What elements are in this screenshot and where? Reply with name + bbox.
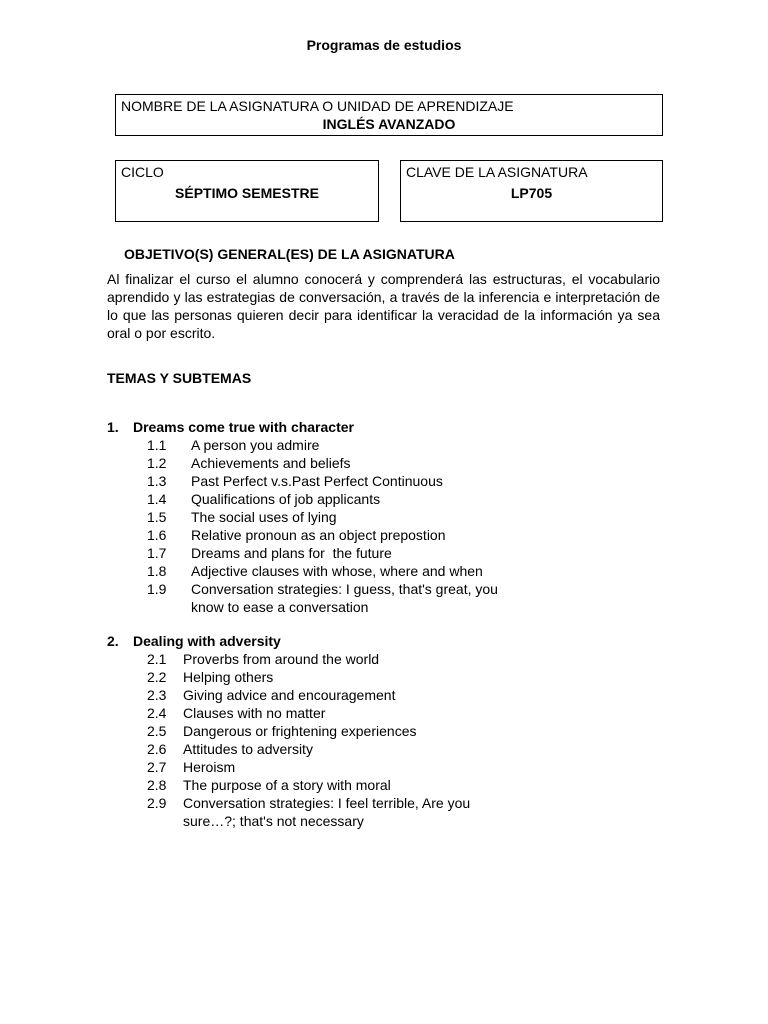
subtopic-item — [147, 704, 497, 722]
subtopic-number: 1.6 — [147, 527, 167, 543]
subtopic-item — [147, 776, 497, 794]
subtopic-number: 2.1 — [147, 651, 167, 667]
section-number: 2. — [107, 633, 119, 649]
subtopic-text: Conversation strategies: I guess, that's great, you know to ease a conversation — [191, 581, 498, 615]
subject-name-label: NOMBRE DE LA ASIGNATURA O UNIDAD DE APRENDIZAJE — [121, 98, 514, 114]
topics-heading: TEMAS Y SUBTEMAS — [107, 370, 252, 386]
subtopic-number: 2.2 — [147, 669, 167, 685]
cycle-value: SÉPTIMO SEMESTRE — [175, 185, 319, 201]
objective-heading: OBJETIVO(S) GENERAL(ES) DE LA ASIGNATURA — [124, 246, 455, 262]
cycle-box — [115, 160, 379, 222]
subtopic-text: Helping others — [183, 669, 274, 685]
subject-name-box — [115, 94, 663, 136]
subtopic-text: Attitudes to adversity — [183, 741, 313, 757]
subtopic-text: The purpose of a story with moral — [183, 777, 391, 793]
subtopic-item — [147, 722, 497, 740]
subtopic-item — [147, 508, 537, 526]
subtopic-number: 1.9 — [147, 581, 167, 597]
subtopic-item — [147, 758, 497, 776]
subtopic-text: Dreams and plans for the future — [191, 545, 392, 561]
subtopic-item — [147, 472, 537, 490]
subtopic-text: Relative pronoun as an object prepostion — [191, 527, 446, 543]
section-number: 1. — [107, 419, 119, 435]
subtopic-number: 1.4 — [147, 491, 167, 507]
subtopic-item — [147, 794, 497, 830]
subtopic-number: 2.5 — [147, 723, 167, 739]
subtopic-text: The social uses of lying — [191, 509, 337, 525]
subtopic-item — [147, 686, 497, 704]
subtopic-text: Qualifications of job applicants — [191, 491, 381, 507]
subtopic-text: A person you admire — [191, 437, 320, 453]
subtopic-item — [147, 562, 537, 580]
subtopic-item — [147, 740, 497, 758]
subtopic-list — [147, 650, 497, 830]
subtopic-item — [147, 454, 537, 472]
subtopic-text: Adjective clauses with whose, where and when — [191, 563, 483, 579]
section-title-text: Dealing with adversity — [133, 633, 281, 649]
subtopic-number: 1.3 — [147, 473, 167, 489]
subject-name-value: INGLÉS AVANZADO — [322, 116, 456, 132]
subtopic-text: Clauses with no matter — [183, 705, 326, 721]
subtopic-list — [147, 436, 537, 616]
subtopic-text: Achievements and beliefs — [191, 455, 351, 471]
subject-key-label: CLAVE DE LA ASIGNATURA — [406, 164, 588, 180]
subtopic-item — [147, 580, 537, 616]
section-title-text: Dreams come true with character — [133, 419, 354, 435]
subtopic-item — [147, 668, 497, 686]
subtopic-number: 1.1 — [147, 437, 167, 453]
cycle-label: CICLO — [121, 164, 164, 180]
subtopic-number: 2.9 — [147, 795, 167, 811]
subtopic-text: Giving advice and encouragement — [183, 687, 396, 703]
subject-key-value: LP705 — [510, 185, 553, 201]
subtopic-number: 2.3 — [147, 687, 167, 703]
subtopic-text: Dangerous or frightening experiences — [183, 723, 417, 739]
section-title — [107, 632, 281, 650]
section-title — [107, 418, 354, 436]
subtopic-item — [147, 544, 537, 562]
subtopic-number: 1.5 — [147, 509, 167, 525]
subtopic-item — [147, 650, 497, 668]
subtopic-number: 2.4 — [147, 705, 167, 721]
subtopic-number: 1.8 — [147, 563, 167, 579]
subtopic-number: 2.6 — [147, 741, 167, 757]
subject-key-box — [400, 160, 663, 222]
subtopic-number: 1.2 — [147, 455, 167, 471]
subtopic-item — [147, 526, 537, 544]
subtopic-item — [147, 490, 537, 508]
subtopic-text: Heroism — [183, 759, 236, 775]
subtopic-item — [147, 436, 537, 454]
subtopic-text: Past Perfect v.s.Past Perfect Continuous — [191, 473, 443, 489]
subtopic-text: Conversation strategies: I feel terrible, Are you sure…?; that's not necessary — [183, 795, 471, 829]
subtopic-number: 2.8 — [147, 777, 167, 793]
document-title: Programas de estudios — [306, 37, 462, 53]
objective-text: Al finalizar el curso el alumno conocerá y comprenderá las estructuras, el vocabulario aprendido y las estrategias de conversación, a través de la inferencia e interpretación de lo que las personas quieren decir para identificar la veracidad de la información ya sea oral o por escrito. — [107, 271, 660, 341]
subtopic-text: Proverbs from around the world — [183, 651, 380, 667]
subtopic-number: 2.7 — [147, 759, 167, 775]
subtopic-number: 1.7 — [147, 545, 167, 561]
